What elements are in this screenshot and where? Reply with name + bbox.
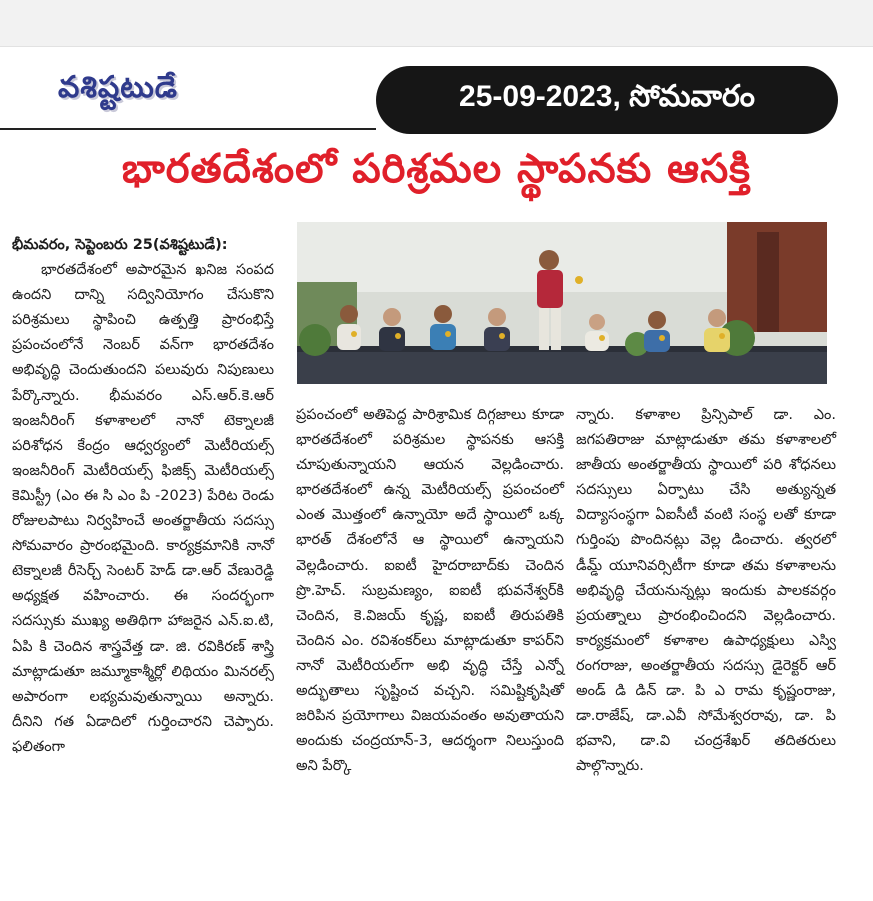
article-column-3 bbox=[576, 403, 836, 779]
article-headline: భారతదేశంలో పరిశ్రమల స్థాపనకు ఆసక్తి bbox=[121, 146, 752, 192]
column-3-text: న్నారు. కళాశాల ప్రిన్సిపాల్ డా. ఎం. జగపతిరాజు మాట్లాడుతూ తమ కళాశాలలో జాతీయ అంతర్జాతీయ స్థాయిలో పరి శోధనలు సదస్సులు ఏర్పాటు చేసి అత్యున్నత విద్యాసంస్థగా ఏఐసీటీ వంటి సంస్థ లతో కూడా గుర్తింపు పొందినట్లు వెల్ల డించారు. త్వరలో డీమ్డ్ యూనివర్సిటీగా కూడా తమ కళాశాలను అభివృద్ధి చేయనున్నట్లు ఇందుకు పాలకవర్గం ప్రయత్నాలు ప్రారంభించిందని వెల్లడించారు. కార్యక్రమంలో కళాశాల ఉపాధ్యక్షులు ఎస్వి రంగరాజు, అంతర్జాతీయ సదస్సు డైరెక్టర్ ఆర్ అండ్ డి డిన్ డా. పి ఎ రామ కృష్ణంరాజు, డా.రాజేష్, డా.ఎవీ సోమేశ్వరరావు, డా. పి భవాని, డా.వి చంద్రశేఖర్ తదితరులు పాల్గొన్నారు. bbox=[576, 407, 836, 775]
stage-photo-illustration bbox=[297, 222, 827, 384]
column-1-text: భారతదేశంలో అపారమైన ఖనిజ సంపద ఉందని దాన్ని సద్వినియోగం చేసుకొని పరిశ్రమలు స్థాపించి ఉత్పత్తి ప్రారంభిస్తే ప్రపంచంలోనే నెంబర్ వన్‌గా భారతదేశం అభివృద్ధి చెందుతుందని పలువురు నిపుణులు పేర్కొన్నారు. భీమవరం ఎస్.ఆర్.కె.ఆర్ ఇంజనీరింగ్ కళాశాలలో నానో టెక్నాలజీ పరిశోధన కేంద్రం ఆధ్వర్యంలో మెటీరియల్స్ ఇంజనీరింగ్ మెటీరియల్స్ ఫిజిక్స్ మెటీరియల్స్ కెమిస్ట్రీ (ఎం ఈ సి ఎం పి -2023) పేరిట రెండు రోజులపాటు నిర్వహించే అంతర్జాతీయ సదస్సు సోమవారం ప్రారంభమైంది. కార్యక్రమానికి నానో టెక్నాలజీ రీసెర్చ్ సెంటర్ హెడ్ డా.ఆర్ వేణురెడ్డి అధ్యక్షత వహించారు. ఈ సందర్భంగా సదస్సుకు ముఖ్య అతిథిగా హాజరైన ఎన్.ఐ.టి, ఏపి కి చెందిన శాస్త్రవేత్త డా. జి. రవికిరణ్ శాస్త్రి మాట్లాడుతూ జమ్మూకాశ్మీర్లో లిథియం మినరల్స్ అపారంగా లభ్యమవుతున్నాయి అన్నారు. దీనిని గత ఏడాదిలో గుర్తించారని చెప్పారు. ఫలితంగా bbox=[12, 262, 274, 755]
article-dateline: భీమవరం, సెప్టెంబరు 25(వశిష్టటుడే): bbox=[12, 237, 228, 253]
masthead-rule bbox=[0, 128, 376, 130]
paper-name-logo: వశిష్టటుడే bbox=[58, 70, 178, 105]
article-column-1 bbox=[12, 233, 274, 760]
article-column-2 bbox=[296, 403, 564, 779]
column-2-text: ప్రపంచంలో అతిపెద్ద పారిశ్రామిక దిగ్గజాలు కూడా భారతదేశంలో పరిశ్రమల స్థాపనకు ఆసక్తి చూపుతున్నాయని ఆయన వెల్లడించారు. భారతదేశంలో ఉన్న మెటీరియల్స్ ప్రపంచంలో ఎంత మొత్తంలో ఉన్నాయో అదే స్థాయిలో ఒక్క భారత్ దేశంలోనే ఆ స్థాయిలో ఉన్నాయని వెల్లడించారు. ఐఐటీ హైదరాబాద్‌కు చెందిన ప్రొ.హెచ్. సుబ్రమణ్యం, ఐఐటీ భువనేశ్వర్‌కి చెందిన, కె.విజయ్ కృష్ణ, ఐఐటీ తిరుపతికి చెందిన ఎం. రవిశంకర్‌లు మాట్లాడుతూ కాపర్‌ని నానో మెటీరియల్‌గా అభి వృద్ధి చేస్తే ఎన్నో అద్భుతాలు సృష్టించ వచ్చని. సమిష్టికృషితో జరిపిన ప్రయోగాలు విజయవంతం అవుతాయని అందుకు చంద్రయాన్-3, ఆదర్శంగా నిలుస్తుంది అని పేర్కొ bbox=[296, 407, 564, 775]
date-text: 25-09-2023, సోమవారం bbox=[459, 79, 755, 113]
date-banner bbox=[376, 66, 838, 134]
top-band bbox=[0, 0, 873, 47]
event-photo bbox=[297, 222, 827, 384]
